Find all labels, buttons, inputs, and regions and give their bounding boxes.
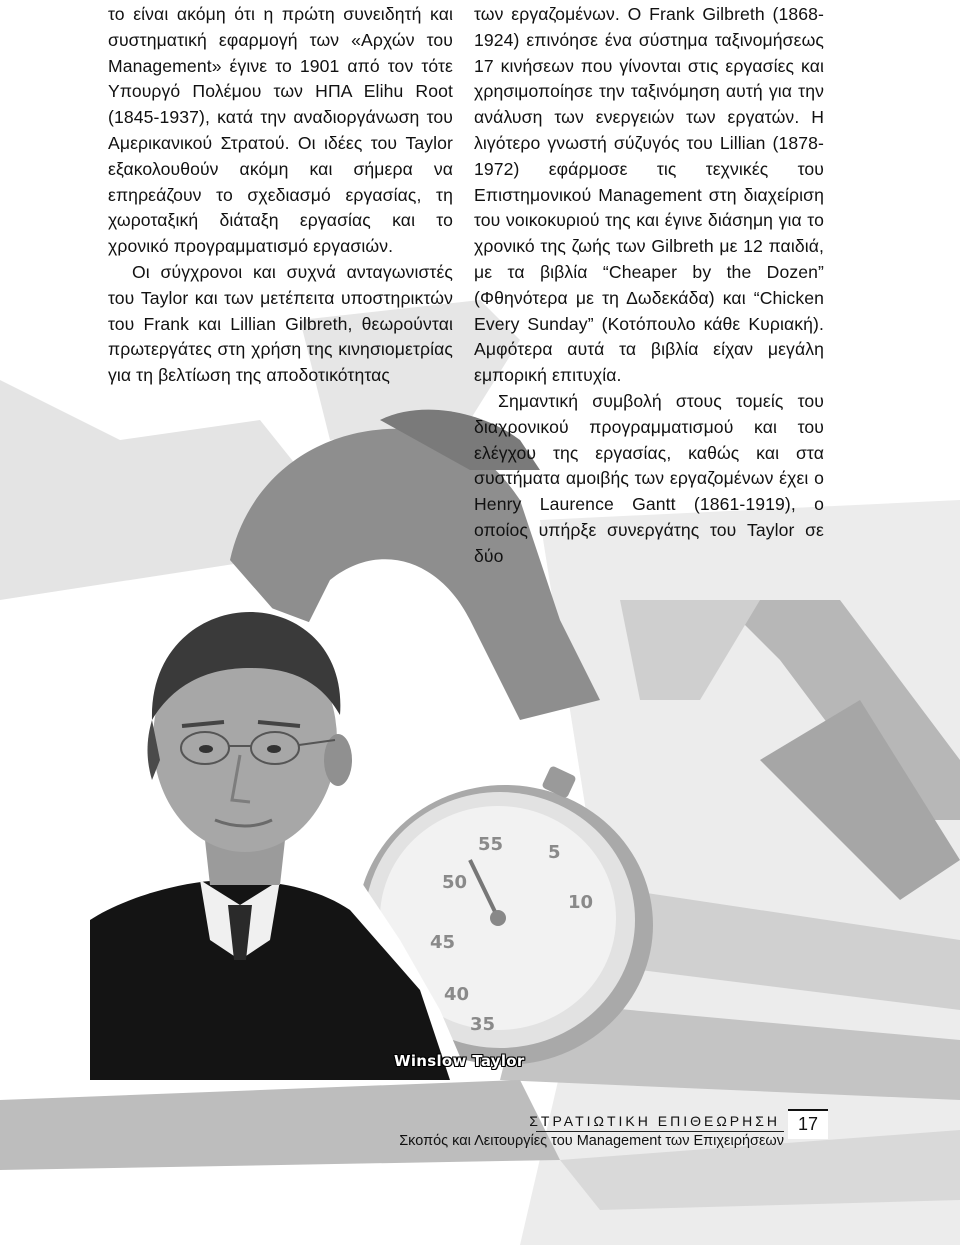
dial-number-10: 10 [568, 892, 594, 913]
right-text-column [474, 2, 824, 570]
right-paragraph-2: Σημαντική συμβολή στους τομείς του διαχρονικού προγραμματισμού και του ελέγχου της εργασίας, καθώς και στα συστήματα αμοιβής των εργαζομένων έχει ο Henry Laurence Gantt (1861-1919), ο οποίος υπήρξε συνεργάτης του Taylor σε δύο [474, 390, 824, 566]
dial-number-40: 40 [444, 984, 470, 1005]
dial-number-55: 55 [478, 834, 504, 855]
dial-number-5: 5 [548, 842, 561, 863]
photo-caption: Winslow Taylor [394, 1052, 525, 1070]
dial-number-50: 50 [442, 872, 468, 893]
left-paragraph-2: Οι σύγχρονοι και συχνά ανταγωνιστές του Taylor και των μετέπειτα υποστηρικτών του Frank και Lillian Gilbreth, θεωρούνται πρωτεργάτες στη χρήση της κινησιομετρίας για τη βελτίωση της αποδοτικότητας [108, 261, 453, 386]
dial-number-45: 45 [430, 932, 456, 953]
footer-divider [536, 1131, 784, 1132]
page-number: 17 [788, 1109, 828, 1139]
grey-block-bottom [0, 1080, 560, 1170]
right-paragraph-1: των εργαζομένων. Ο Frank Gilbreth (1868-1924) επινόησε ένα σύστημα ταξινομήσεως 17 κινήσεων που γίνονται στις εργασίες και χρησιμοποίησε την ταξινόμηση αυτή για την ανάλυση των ενεργειών των εργατών. Η λιγότερο γνωστή σύζυγός του Lillian (1878-1972) εφάρμοσε τις τεχνικές του Επιστημονικού Management στη διαχείριση του νοικοκυριού της και έγινε διάσημη για το χρονικό της ζωής των Gilbreth με 12 παιδιά, με τα βιβλία “Cheaper by the Dozen” (Φθηνότερα με τη Δωδεκάδα) και “Chicken Every Sunday” (Κοτόπουλο κάθε Κυριακή). Αμφότερα αυτά τα βιβλία είχαν μεγάλη εμπορική επιτυχία. [474, 4, 824, 386]
dial-number-35: 35 [470, 1014, 496, 1035]
journal-title: ΣΤΡΑΤΙΩΤΙΚΗ ΕΠΙΘΕΩΡΗΣΗ [529, 1113, 780, 1129]
article-subtitle: Σκοπός και Λειτουργίες του Management των Επιχειρήσεων [399, 1133, 784, 1149]
left-paragraph-1: το είναι ακόμη ότι η πρώτη συνειδητή και συστηματική εφαρμογή των «Αρχών του Management» έγινε το 1901 από τον τότε Υπουργό Πολέμου των ΗΠΑ Elihu Root (1845-1937), κατά την αναδιοργάνωση του Αμερικανικού Στρατού. Οι ιδέες του Taylor εξακολουθούν ακόμη και σήμερα να επηρεάζουν το σχεδιασμό εργασίας, τη χωροταξική διάταξη εργασίας και το χρονικό προγραμματισμό εργασιών. [108, 4, 453, 257]
left-text-column [108, 2, 453, 389]
